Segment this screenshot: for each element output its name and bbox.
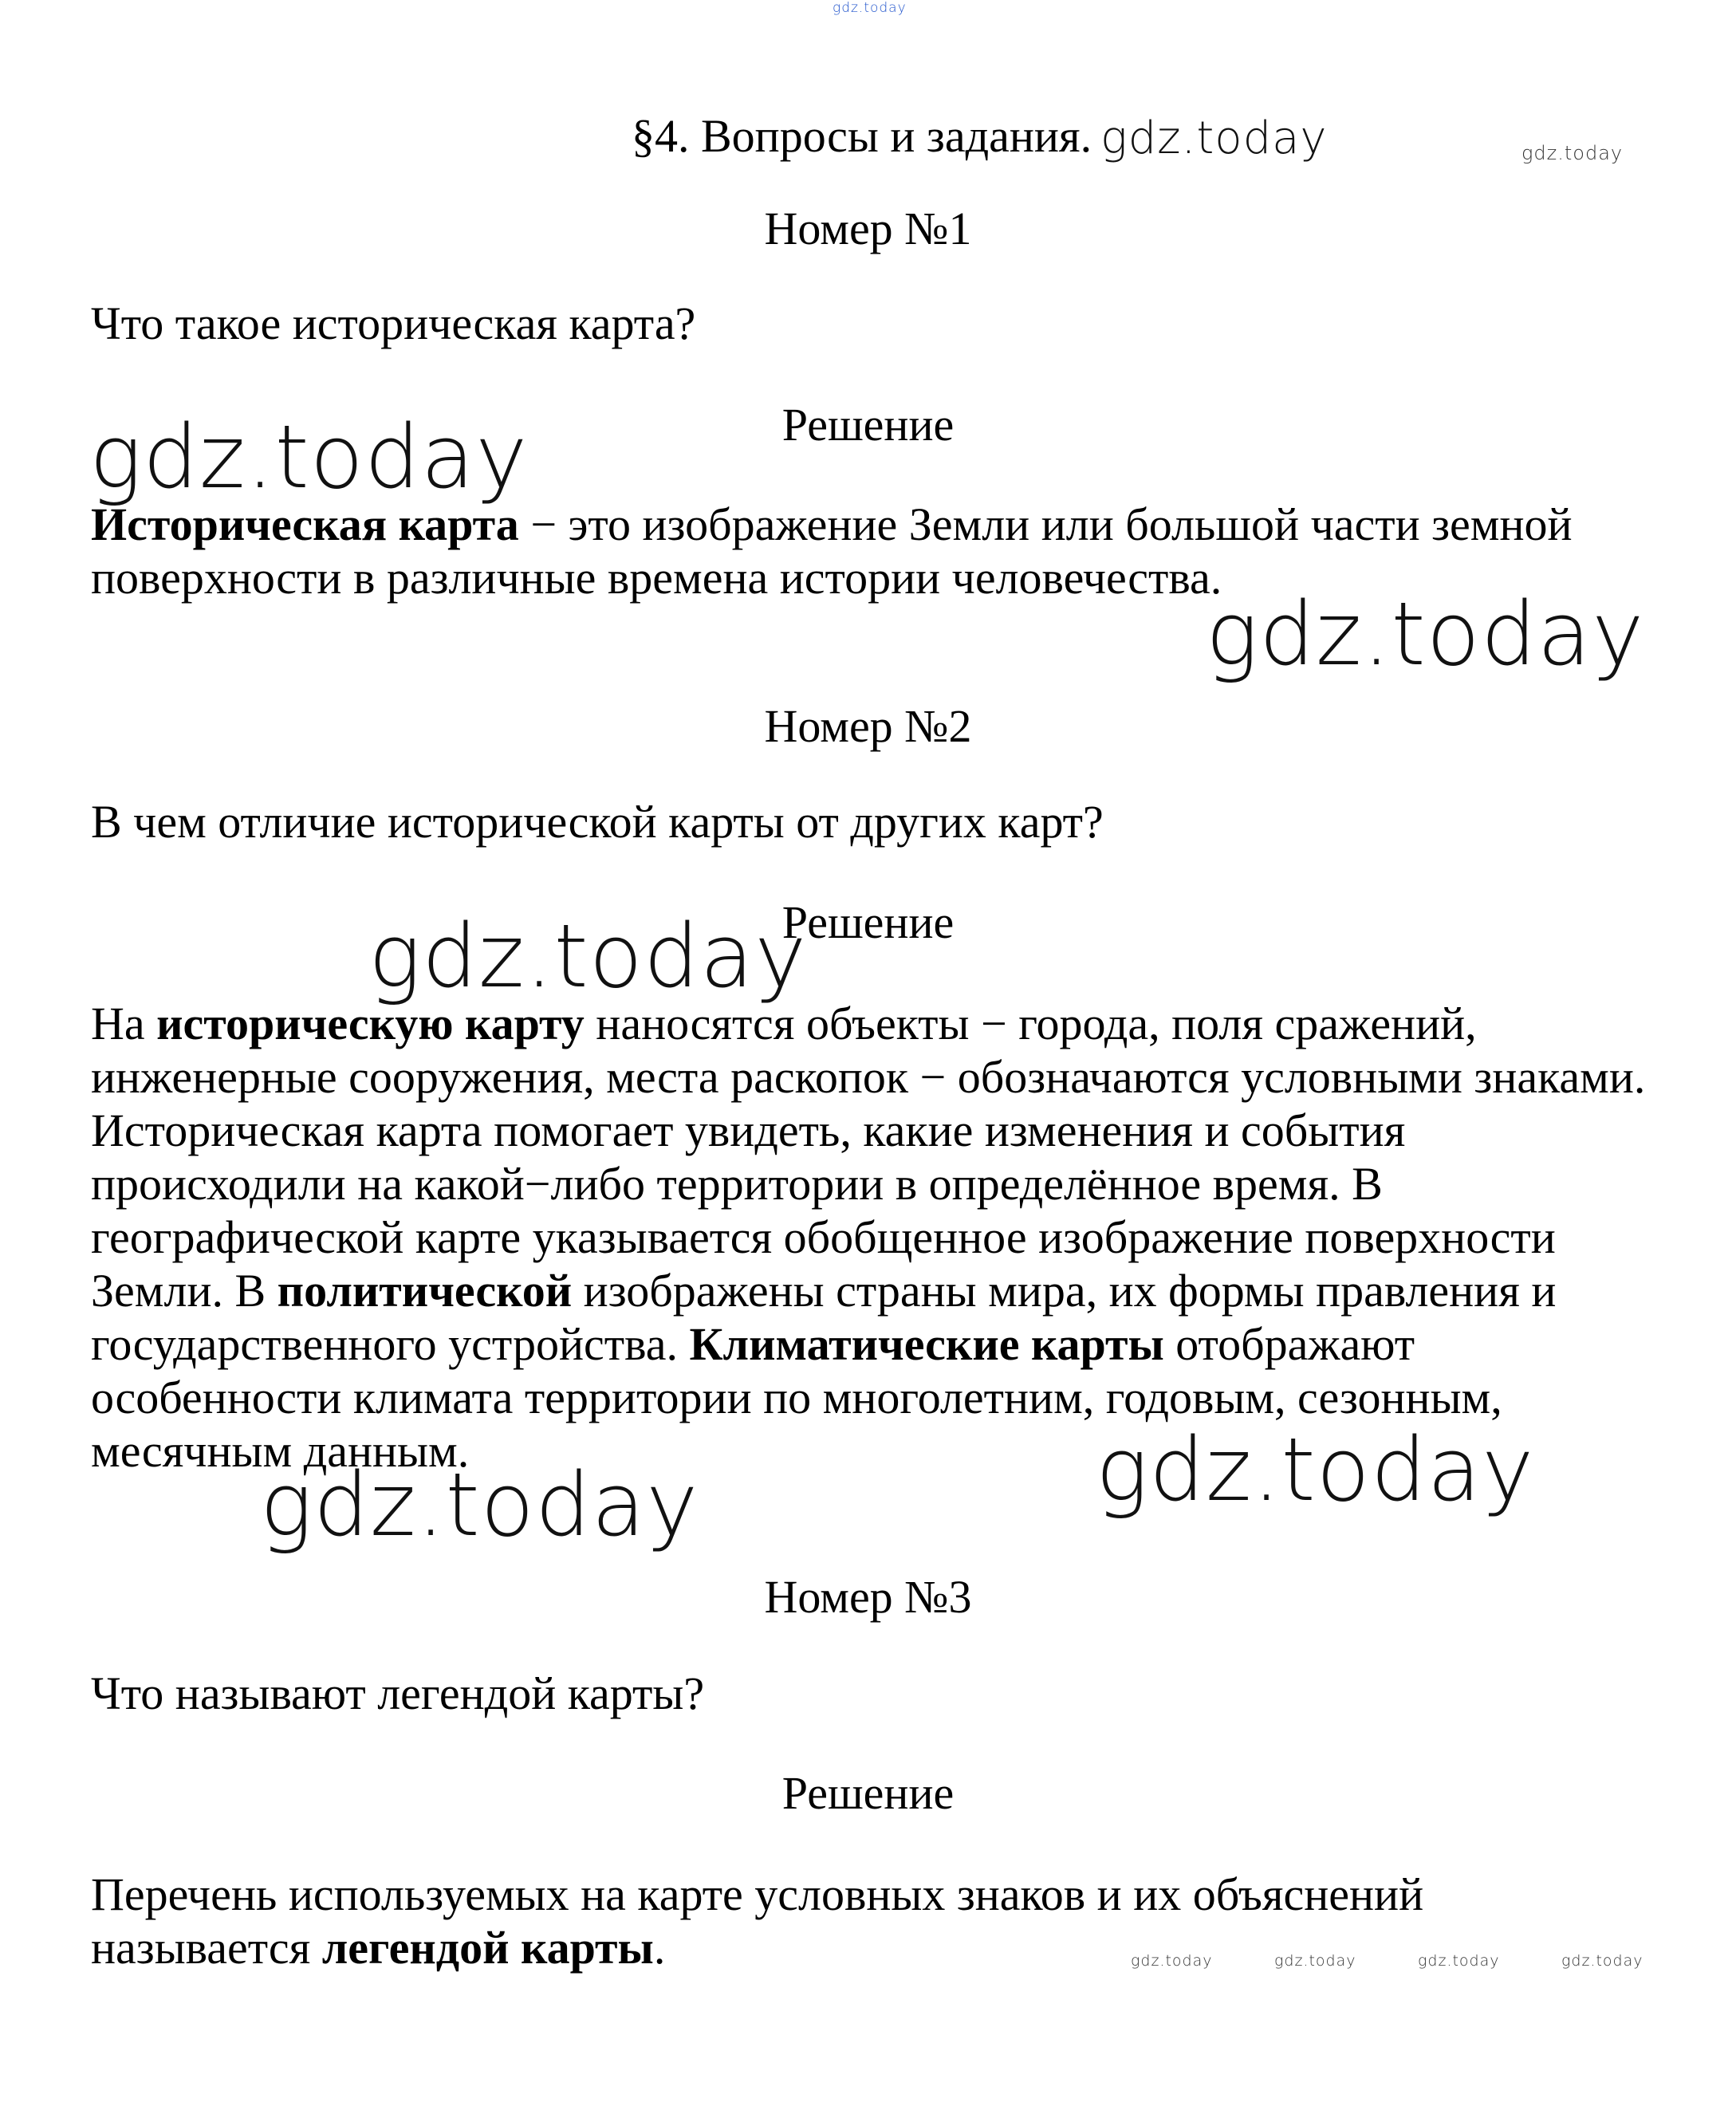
watermark-3: gdz.today [368,905,808,1007]
question-3-text: Что называют легендой карты? [91,1667,705,1719]
bold-term: легендой карты [321,1922,654,1974]
text-run: На [91,998,157,1049]
bold-term: Климатические карты [689,1318,1164,1370]
bold-term: историческую карту [156,998,585,1049]
question-2-solution-label: Решение [781,896,955,948]
bold-term: политической [277,1265,573,1317]
bold-term: Историческая карта [91,498,519,550]
text-run: наносятся объекты − города, поля сражений, инженерные сооружения, места раскопок − обозначаются условными знаками. Историческая карта помогает увидеть, какие изменения и события происходили на какой−либо территории в определённое время. В географической карте указывается обобщенное изображение поверхности Земли. В [91,998,1646,1317]
watermark-bottom-3: gdz.today [1418,1952,1500,1970]
text-run: отображают особенности климата территории по многолетним, годовым, сезонным, месячным данным. [91,1318,1502,1477]
watermark-4: gdz.today [1096,1419,1535,1521]
question-3-number: Номер №3 [764,1571,972,1623]
text-run: Перечень используемых на карте условных знаков и их объяснений называется [91,1868,1424,1974]
watermark-top: gdz.today [833,0,907,16]
watermark-bottom-2: gdz.today [1274,1952,1356,1970]
question-1-text: Что такое историческая карта? [91,297,696,349]
watermark-5: gdz.today [260,1454,699,1556]
text-run: − это изображение Земли или большой части земной поверхности в различные времена истории человечества. [91,498,1573,604]
question-3-solution-label: Решение [781,1767,955,1819]
question-2-number: Номер №2 [764,700,972,752]
watermark-title: gdz.today [1100,112,1328,164]
question-2-text: В чем отличие исторической карты от других карт? [91,796,1104,848]
text-run: изображены страны мира, их формы правления и государственного устройства. [91,1265,1557,1370]
question-2-answer [91,997,1654,1478]
watermark-bottom-4: gdz.today [1561,1952,1643,1970]
text-run: . [653,1922,666,1974]
page-title: §4. Вопросы и задания. [632,110,1092,162]
question-1-number: Номер №1 [764,203,972,254]
watermark-2: gdz.today [1206,583,1645,685]
watermark-corner: gdz.today [1521,142,1624,164]
watermark-1: gdz.today [89,406,529,508]
question-1-solution-label: Решение [781,399,955,451]
watermark-bottom-1: gdz.today [1131,1952,1213,1970]
